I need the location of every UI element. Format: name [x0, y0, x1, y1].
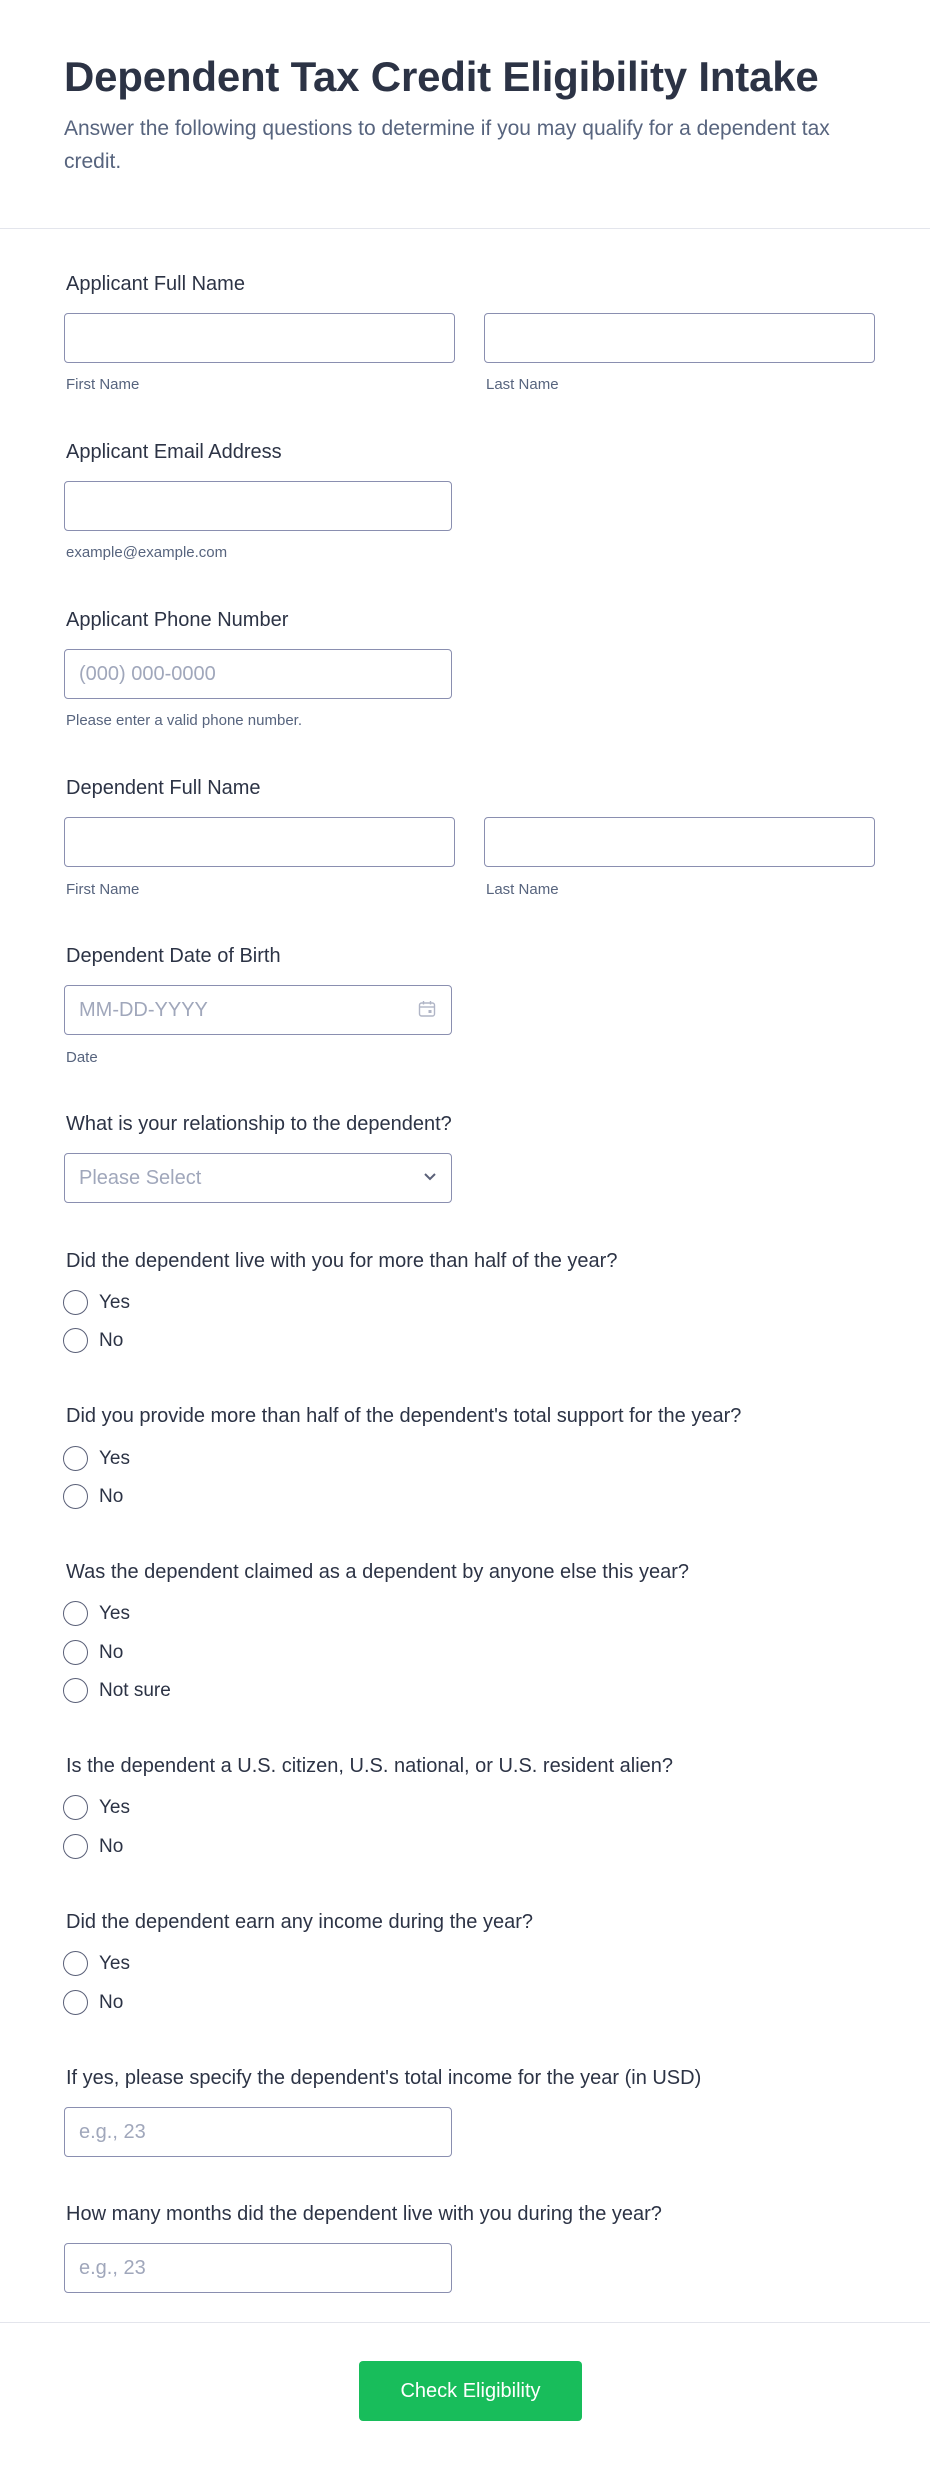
- radio-button[interactable]: [63, 1990, 88, 2015]
- radio-button[interactable]: [63, 1328, 88, 1353]
- support-option-yes[interactable]: [63, 1446, 130, 1471]
- applicant-name-label: Applicant Full Name: [66, 273, 245, 295]
- radio-label: Yes: [99, 1952, 130, 1974]
- applicant-first-name-sublabel: First Name: [66, 376, 140, 393]
- form-title: Dependent Tax Credit Eligibility Intake: [64, 53, 819, 100]
- form-header: [0, 0, 930, 229]
- radio-label: No: [99, 1835, 124, 1857]
- support-option-no[interactable]: [63, 1484, 123, 1509]
- relationship-label: What is your relationship to the dependent?: [66, 1113, 452, 1135]
- form-subtitle: Answer the following questions to determine if you may qualify for a dependent tax credit.: [64, 117, 830, 174]
- radio-button[interactable]: [63, 1951, 88, 1976]
- radio-label: Yes: [99, 1291, 130, 1313]
- applicant-last-name-input[interactable]: [484, 313, 875, 363]
- dependent-last-name-input[interactable]: [484, 817, 875, 867]
- applicant-phone-sublabel: Please enter a valid phone number.: [66, 712, 302, 729]
- radio-button[interactable]: [63, 1640, 88, 1665]
- citizen-option-yes[interactable]: [63, 1795, 130, 1820]
- radio-label: Yes: [99, 1447, 130, 1469]
- applicant-email-sublabel: example@example.com: [66, 544, 228, 561]
- radio-button[interactable]: [63, 1290, 88, 1315]
- radio-button[interactable]: [63, 1484, 88, 1509]
- dependent-dob-sublabel: Date: [66, 1049, 98, 1066]
- months-lived-input[interactable]: [64, 2243, 452, 2293]
- earned-income-label: Did the dependent earn any income during the year?: [66, 1911, 533, 1933]
- form-footer: [0, 2322, 930, 2470]
- months-lived-label: How many months did the dependent live with you during the year?: [66, 2203, 662, 2225]
- applicant-phone-input[interactable]: [64, 649, 452, 699]
- radio-label: Yes: [99, 1602, 130, 1624]
- lived-with-option-no[interactable]: [63, 1328, 123, 1353]
- radio-button[interactable]: [63, 1601, 88, 1626]
- radio-label: No: [99, 1485, 124, 1507]
- dependent-name-label: Dependent Full Name: [66, 777, 261, 799]
- applicant-email-label: Applicant Email Address: [66, 441, 282, 463]
- radio-button[interactable]: [63, 1678, 88, 1703]
- lived-with-label: Did the dependent live with you for more than half of the year?: [66, 1250, 618, 1272]
- dependent-dob-input[interactable]: [64, 985, 452, 1035]
- claimed-else-option-no[interactable]: [63, 1640, 123, 1665]
- check-eligibility-button[interactable]: Check Eligibility: [359, 2361, 582, 2421]
- chevron-down-icon: [423, 1169, 437, 1187]
- total-income-input[interactable]: [64, 2107, 452, 2157]
- applicant-last-name-sublabel: Last Name: [486, 376, 559, 393]
- total-income-label: If yes, please specify the dependent's total income for the year (in USD): [66, 2067, 702, 2089]
- earned-income-option-yes[interactable]: [63, 1951, 130, 1976]
- claimed-else-label: Was the dependent claimed as a dependent by anyone else this year?: [66, 1561, 690, 1583]
- radio-label: No: [99, 1991, 124, 2013]
- lived-with-option-yes[interactable]: [63, 1290, 130, 1315]
- radio-label: No: [99, 1641, 124, 1663]
- applicant-phone-label: Applicant Phone Number: [66, 609, 289, 631]
- dependent-dob-label: Dependent Date of Birth: [66, 945, 281, 967]
- radio-button[interactable]: [63, 1795, 88, 1820]
- applicant-first-name-input[interactable]: [64, 313, 455, 363]
- relationship-select-value: Please Select: [79, 1166, 202, 1189]
- applicant-email-input[interactable]: [64, 481, 452, 531]
- earned-income-option-no[interactable]: [63, 1990, 123, 2015]
- calendar-icon[interactable]: [418, 1000, 436, 1018]
- citizen-label: Is the dependent a U.S. citizen, U.S. national, or U.S. resident alien?: [66, 1755, 674, 1777]
- claimed-else-option-not-sure[interactable]: [63, 1678, 171, 1703]
- dependent-first-name-sublabel: First Name: [66, 881, 140, 898]
- dependent-last-name-sublabel: Last Name: [486, 881, 559, 898]
- dependent-first-name-input[interactable]: [64, 817, 455, 867]
- radio-label: Not sure: [99, 1679, 171, 1701]
- radio-label: No: [99, 1329, 124, 1351]
- claimed-else-option-yes[interactable]: [63, 1601, 130, 1626]
- support-label: Did you provide more than half of the dependent's total support for the year?: [66, 1405, 742, 1427]
- radio-button[interactable]: [63, 1834, 88, 1859]
- radio-button[interactable]: [63, 1446, 88, 1471]
- radio-label: Yes: [99, 1796, 130, 1818]
- citizen-option-no[interactable]: [63, 1834, 123, 1859]
- relationship-select[interactable]: [64, 1153, 452, 1203]
